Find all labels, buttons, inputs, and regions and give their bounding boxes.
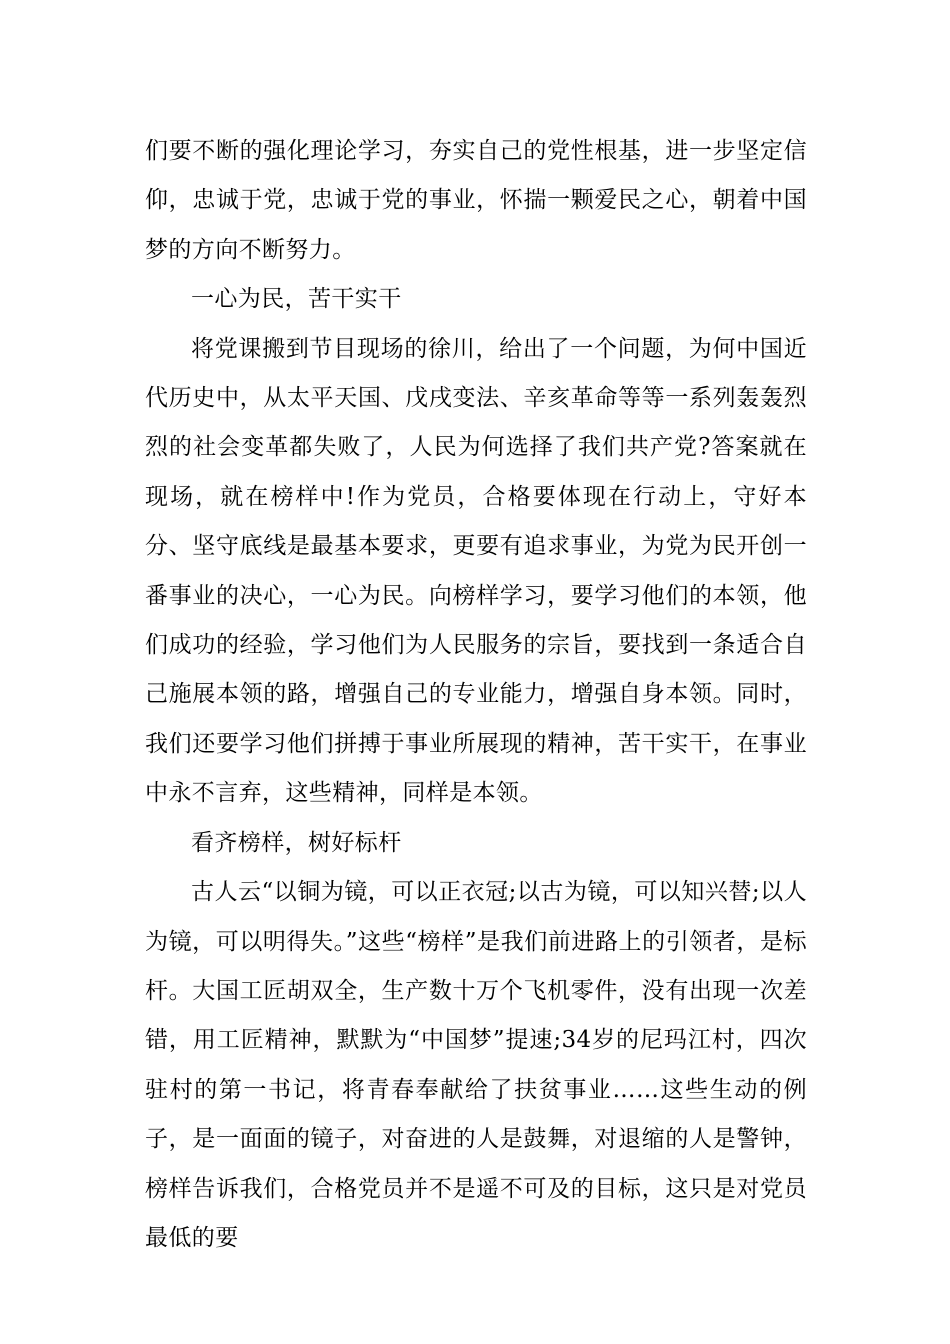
document-body (145, 127, 807, 1263)
paragraph-xu-chuan-party-lesson: 将党课搬到节目现场的徐川，给出了一个问题，为何中国近代历史中，从太平天国、戊戌变法、辛亥革命等等一系列轰轰烈烈的社会变革都失败了，人民为何选择了我们共产党?答案就在现场，就在榜样中!作为党员，合格要体现在行动上，守好本分、坚守底线是最基本要求，更要有追求事业，为党为民开创一番事业的决心，一心为民。向榜样学习，要学习他们的本领，他们成功的经验，学习他们为人民服务的宗旨，要找到一条适合自己施展本领的路，增强自己的专业能力，增强自身本领。同时，我们还要学习他们拼搏于事业所展现的精神，苦干实干，在事业中永不言弃，这些精神，同样是本领。 (145, 335, 807, 807)
paragraph-ancient-saying-mirror: 古人云“以铜为镜，可以正衣冠;以古为镜，可以知兴替;以人为镜，可以明得失。”这些“榜样”是我们前进路上的引领者，是标杆。大国工匠胡双全，生产数十万个飞机零件，没有出现一次差错，用工匠精神，默默为“中国梦”提速;34岁的尼玛江村，四次驻村的第一书记，将青春奉献给了扶贫事业……这些生动的例子，是一面面的镜子，对奋进的人是鼓舞，对退缩的人是警钟，榜样告诉我们，合格党员并不是遥不可及的目标，这只是对党员最低的要 (145, 879, 807, 1251)
section-heading-follow-role-models: 看齐榜样，树好标杆 (191, 829, 402, 856)
section-heading-one-heart-for-people: 一心为民，苦干实干 (191, 286, 402, 313)
paragraph-continuation: 们要不断的强化理论学习，夯实自己的党性根基，进一步坚定信仰，忠诚于党，忠诚于党的事业，怀揣一颗爱民之心，朝着中国梦的方向不断努力。 (145, 138, 807, 263)
